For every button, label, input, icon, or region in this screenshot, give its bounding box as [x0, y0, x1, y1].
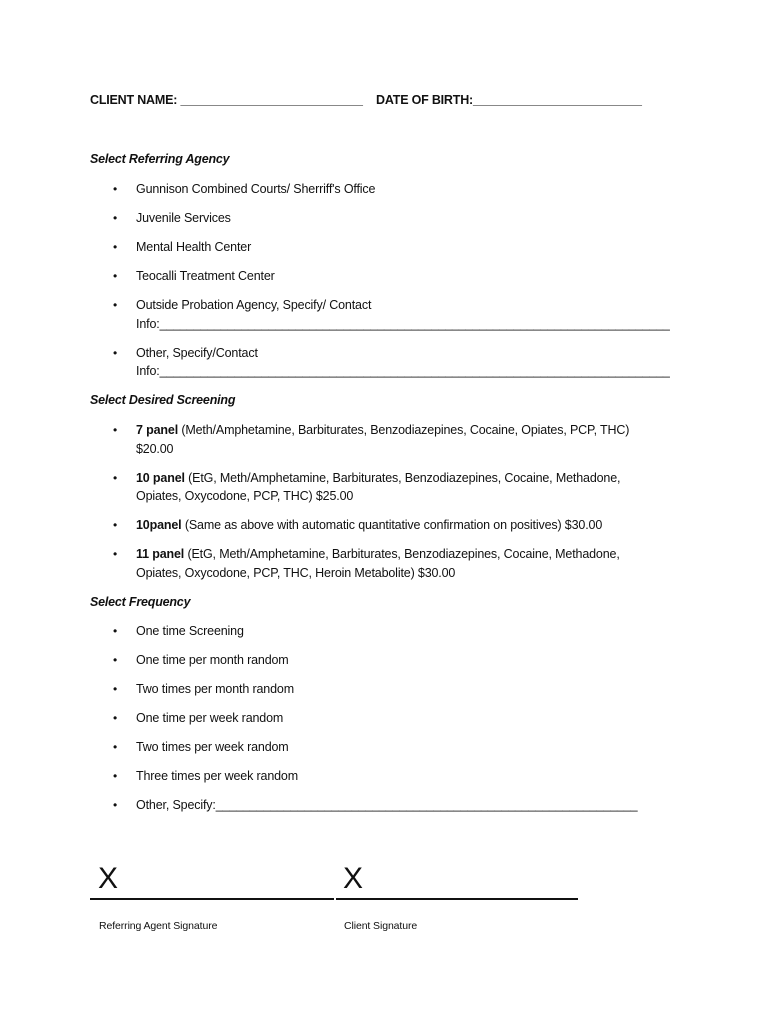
referring-option-courts[interactable]: • Gunnison Combined Courts/ Sherriff's Office	[90, 180, 700, 199]
frequency-other-field[interactable]: Other, Specify:______________________________________________________________	[136, 798, 638, 812]
client-signature-label: Client Signature	[344, 920, 418, 932]
frequency-option-monthly[interactable]: • One time per month random	[90, 651, 700, 670]
referring-signature-label: Referring Agent Signature	[99, 920, 218, 932]
frequency-option-weekly[interactable]: • One time per week random	[90, 709, 700, 728]
screening-option-10-panel-confirmation[interactable]: • 10panel (Same as above with automatic quantitative confirmation on positives) $30.00	[90, 516, 700, 535]
client-info-header	[90, 93, 642, 107]
frequency-list	[90, 622, 700, 815]
client-name-field[interactable]: CLIENT NAME: ___________________________	[90, 93, 363, 107]
frequency-option-twice-weekly[interactable]: • Two times per week random	[90, 738, 700, 757]
frequency-option-three-weekly[interactable]: • Three times per week random	[90, 767, 700, 786]
referring-option-mental-health[interactable]: • Mental Health Center	[90, 238, 700, 257]
outside-probation-info-field[interactable]: Info:___________________________________________________________________________	[136, 316, 670, 331]
frequency-title: Select Frequency	[90, 595, 191, 609]
frequency-option-one-time[interactable]: • One time Screening	[90, 622, 700, 641]
referring-option-outside-probation[interactable]: • Outside Probation Agency, Specify/ Contact Info:___________________________________________________________________________	[90, 296, 700, 333]
screening-option-10-panel[interactable]: • 10 panel (EtG, Meth/Amphetamine, Barbiturates, Benzodiazepines, Cocaine, Methadone, Opiates, Oxycodone, PCP, THC) $25.00	[90, 469, 700, 506]
referring-option-other[interactable]: • Other, Specify/Contact Info:___________________________________________________________________________	[90, 344, 700, 381]
referring-signature-line[interactable]	[90, 898, 334, 900]
other-info-field[interactable]: Info:___________________________________________________________________________	[136, 364, 670, 378]
referring-agency-title: Select Referring Agency	[90, 152, 230, 166]
screening-list	[90, 421, 700, 582]
referring-option-juvenile[interactable]: • Juvenile Services	[90, 209, 700, 228]
frequency-option-twice-monthly[interactable]: • Two times per month random	[90, 680, 700, 699]
date-of-birth-field[interactable]: DATE OF BIRTH:_________________________	[376, 93, 642, 107]
desired-screening-title: Select Desired Screening	[90, 393, 236, 407]
referring-option-teocalli[interactable]: • Teocalli Treatment Center	[90, 267, 700, 286]
screening-option-7-panel[interactable]: • 7 panel (Meth/Amphetamine, Barbiturates, Benzodiazepines, Cocaine, Opiates, PCP, THC) $20.00	[90, 421, 700, 458]
referring-signature-mark: X	[98, 862, 119, 895]
client-signature-mark: X	[343, 862, 364, 895]
client-signature-line[interactable]	[336, 898, 578, 900]
referring-agency-list	[90, 180, 700, 381]
screening-option-11-panel[interactable]: • 11 panel (EtG, Meth/Amphetamine, Barbiturates, Benzodiazepines, Cocaine, Methadone, Opiates, Oxycodone, PCP, THC, Heroin Metabolite) $30.00	[90, 545, 700, 582]
frequency-option-other[interactable]	[90, 796, 700, 815]
